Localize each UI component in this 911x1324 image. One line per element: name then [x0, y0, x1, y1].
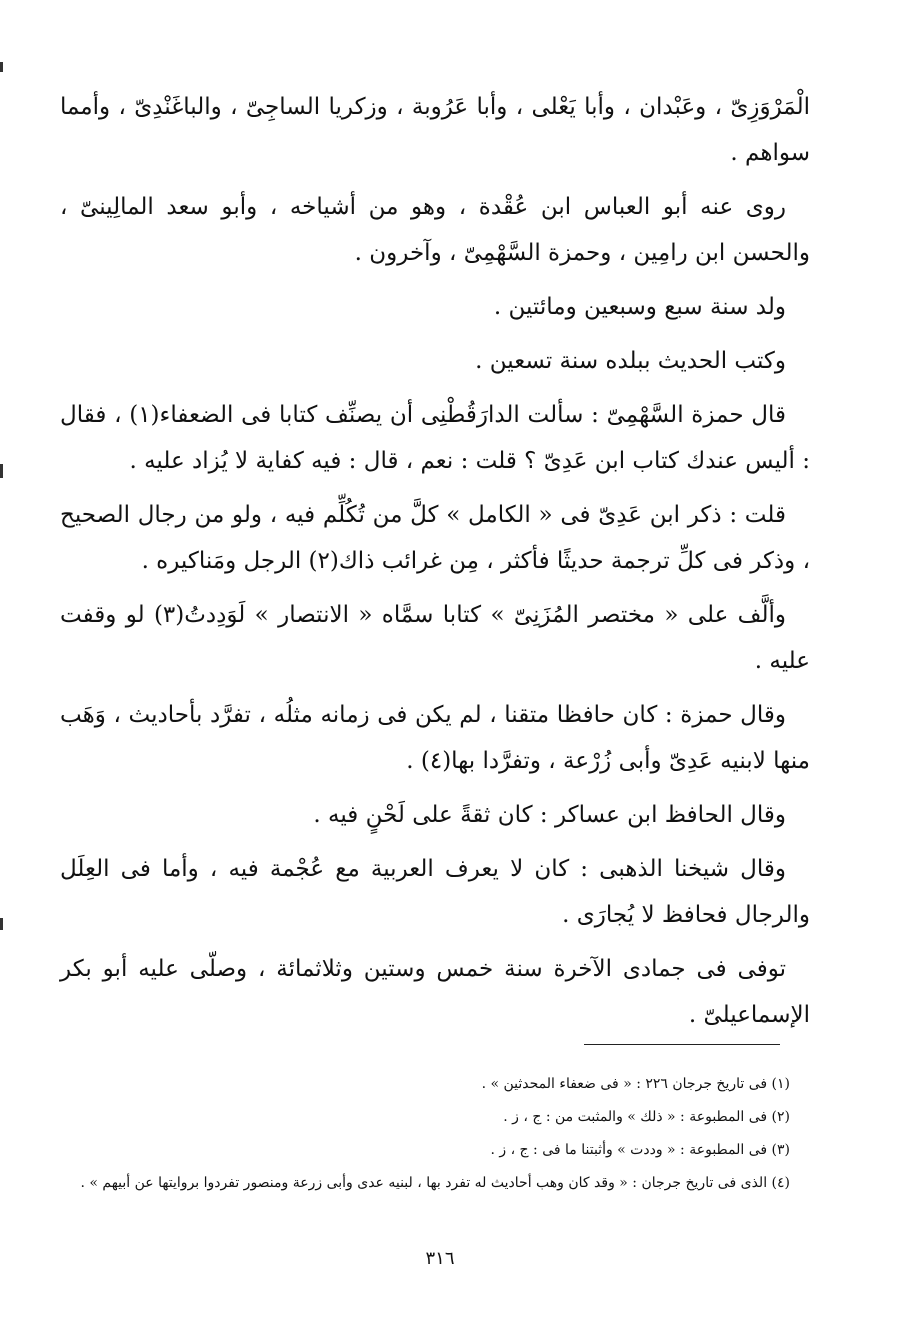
paragraph: وقال شيخنا الذهبى : كان لا يعرف العربية مع عُجْمة فيه ، وأما فى العِلَل والرجال فحافظ لا يُجارَى .: [60, 856, 810, 928]
scan-margin-mark: [0, 62, 3, 72]
page-number: ٣١٦: [425, 1248, 455, 1269]
main-text: [60, 84, 810, 1046]
paragraph: وكتب الحديث ببلده سنة تسعين .: [475, 348, 786, 374]
paragraph: ولد سنة سبع وسبعين ومائتين .: [493, 294, 786, 320]
paragraph: توفى فى جمادى الآخرة سنة خمس وستين وثلاثمائة ، وصلّى عليه أبو بكر الإسماعيلىّ .: [60, 956, 810, 1028]
footnote: (٤) الذى فى تاريخ جرجان : « وقد كان وهب أحاديث له تفرد بها ، لبنيه عدى وأبى زرعة ومنصور تفردوا بروايتها عن أبيهم » .: [80, 1175, 790, 1191]
scan-margin-mark: [0, 464, 3, 478]
footnotes: [60, 1068, 790, 1200]
paragraph: وقال الحافظ ابن عساكر : كان ثقةً على لَحْنٍ فيه .: [313, 802, 786, 828]
paragraph: قال حمزة السَّهْمِىّ : سألت الدارَقُطْنِى أن يصنِّف كتابا فى الضعفاء(١) ، فقال : أليس عندك كتاب ابن عَدِىّ ؟ قلت : نعم ، قال : فيه كفاية لا يُزاد عليه .: [60, 402, 810, 474]
paragraph: روى عنه أبو العباس ابن عُقْدة ، وهو من أشياخه ، وأبو سعد المالِينىّ ، والحسن ابن رامِين ، وحمزة السَّهْمِىّ ، وآخرون .: [60, 194, 810, 266]
paragraph: وألَّف على « مختصر المُزَنِىّ » كتابا سمَّاه « الانتصار » لَوَدِدتُ(٣) لو وقفت عليه .: [60, 602, 810, 674]
paragraph: وقال حمزة : كان حافظا متقنا ، لم يكن فى زمانه مثلُه ، تفرَّد بأحاديث ، وَهَب منها لابنيه عَدِىّ وأبى زُرْعة ، وتفرَّدا بها(٤) .: [60, 702, 810, 774]
footnote: (٢) فى المطبوعة : « ذلك » والمثبت من : ج ، ز .: [503, 1109, 790, 1125]
scan-margin-mark: [0, 918, 3, 930]
footnote-divider: [584, 1044, 780, 1045]
paragraph: الْمَرْوَزِىّ ، وعَبْدان ، وأبا يَعْلى ، وأبا عَرُوبة ، وزكريا الساجِىّ ، والباغَنْدِىّ ، وأمما سواهم .: [60, 94, 810, 166]
paragraph: قلت : ذكر ابن عَدِىّ فى « الكامل » كلَّ من تُكُلِّم فيه ، ولو من رجال الصحيح ، وذكر فى كلِّ ترجمة حديثًا فأكثر ، مِن غرائب ذاك(٢) الرجل ومَناكيره .: [60, 502, 810, 574]
footnote: (٣) فى المطبوعة : « وددت » وأثبتنا ما فى : ج ، ز .: [490, 1142, 790, 1158]
footnote: (١) فى تاريخ جرجان ٢٢٦ : « فى ضعفاء المحدثين » .: [481, 1076, 790, 1092]
